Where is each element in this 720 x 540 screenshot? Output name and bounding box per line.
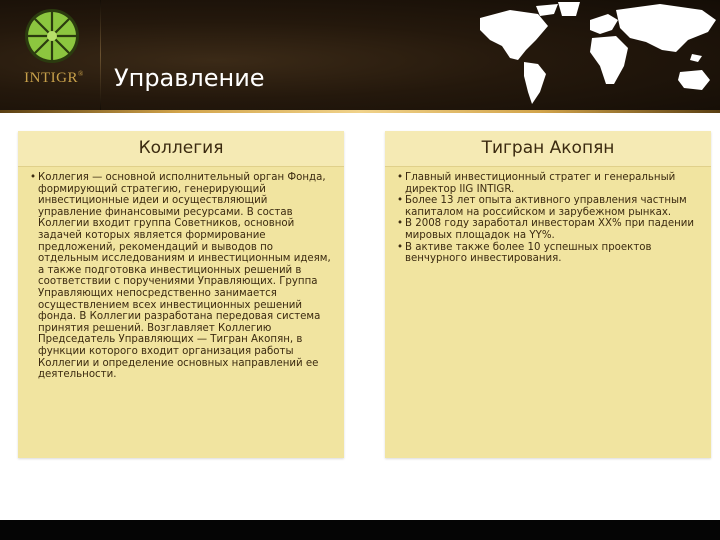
list-item: • Главный инвестиционный стратег и генеральный директор IIG INTIGR.: [397, 172, 676, 195]
list-item: • В 2008 году заработал инвесторам ХХ% при падении мировых площадок на YY%.: [397, 218, 695, 241]
bottom-bar: [0, 520, 720, 540]
list-item: • Более 13 лет опыта активного управления частным капиталом на российском и зарубежном рынках.: [397, 195, 687, 218]
panel-heading: Тигран Акопян: [385, 131, 711, 167]
header-divider: [100, 0, 101, 110]
logo-text: [22, 70, 86, 87]
list-item: • В активе также более 10 успешных проектов венчурного инвестирования.: [397, 241, 652, 265]
gold-separator: [0, 110, 720, 113]
header-banner: [0, 0, 720, 110]
panel-collegium: [18, 131, 344, 458]
panel-body: [385, 167, 711, 265]
bullet-text: Более 13 лет опыта активного управления частным капиталом на российском и зарубежном рынках.: [405, 195, 687, 218]
bullet-text: В активе также более 10 успешных проектов венчурного инвестирования.: [405, 241, 652, 265]
bullet-text: Коллегия — основной исполнительный орган Фонда, формирующий стратегию, генерирующий инвестиционные идеи и осуществляющий управление финансовыми ресурсами. В состав Коллегии входит группа Советников, основной задачей которых является формирование предложений, рекомендаций и выводов по отдельным исследованиям и инвестиционным идеям, а также подготовка инвестиционных решений в соответствии с поручениями Управляющих. Группа Управляющих непосредственно занимается осуществлением всех инвестиционных решений фонда. В Коллегии разработана передовая система принятия решений. Возглавляет Коллегию Председатель Управляющих — Тигран Акопян, в функции которого входит организация работы Коллегии и определение основных направлений ее деятельности.: [38, 172, 331, 381]
bullet-text: Главный инвестиционный стратег и генеральный директор IIG INTIGR.: [405, 172, 676, 195]
world-map-icon: [440, 0, 720, 108]
list-item: • Коллегия — основной исполнительный орган Фонда, формирующий стратегию, генерирующий инвестиционные идеи и осуществляющий управление финансовыми ресурсами. В состав Коллегии входит группа Советников, основной задачей которых является формирование предложений, рекомендаций и выводов по отдельным исследованиям и инвестиционным идеям, а также подготовка инвестиционных решений в соответствии с поручениями Управляющих. Группа Управляющих непосредственно занимается осуществлением всех инвестиционных решений фонда. В Коллегии разработана передовая система принятия решений. Возглавляет Коллегию Председатель Управляющих — Тигран Акопян, в функции которого входит организация работы Коллегии и определение основных направлений ее деятельности.: [30, 172, 331, 381]
panel-tigran-akopyan: [385, 131, 711, 458]
logo-wordmark: INTIGR: [24, 70, 78, 86]
logo-registered-mark: ®: [78, 70, 84, 78]
panel-body: [18, 167, 344, 381]
panel-heading: Коллегия: [18, 131, 344, 167]
citrus-logo-icon: [24, 8, 80, 64]
bullet-text: В 2008 году заработал инвесторам ХХ% при падении мировых площадок на YY%.: [405, 218, 695, 241]
page-title: Управление: [114, 64, 265, 92]
